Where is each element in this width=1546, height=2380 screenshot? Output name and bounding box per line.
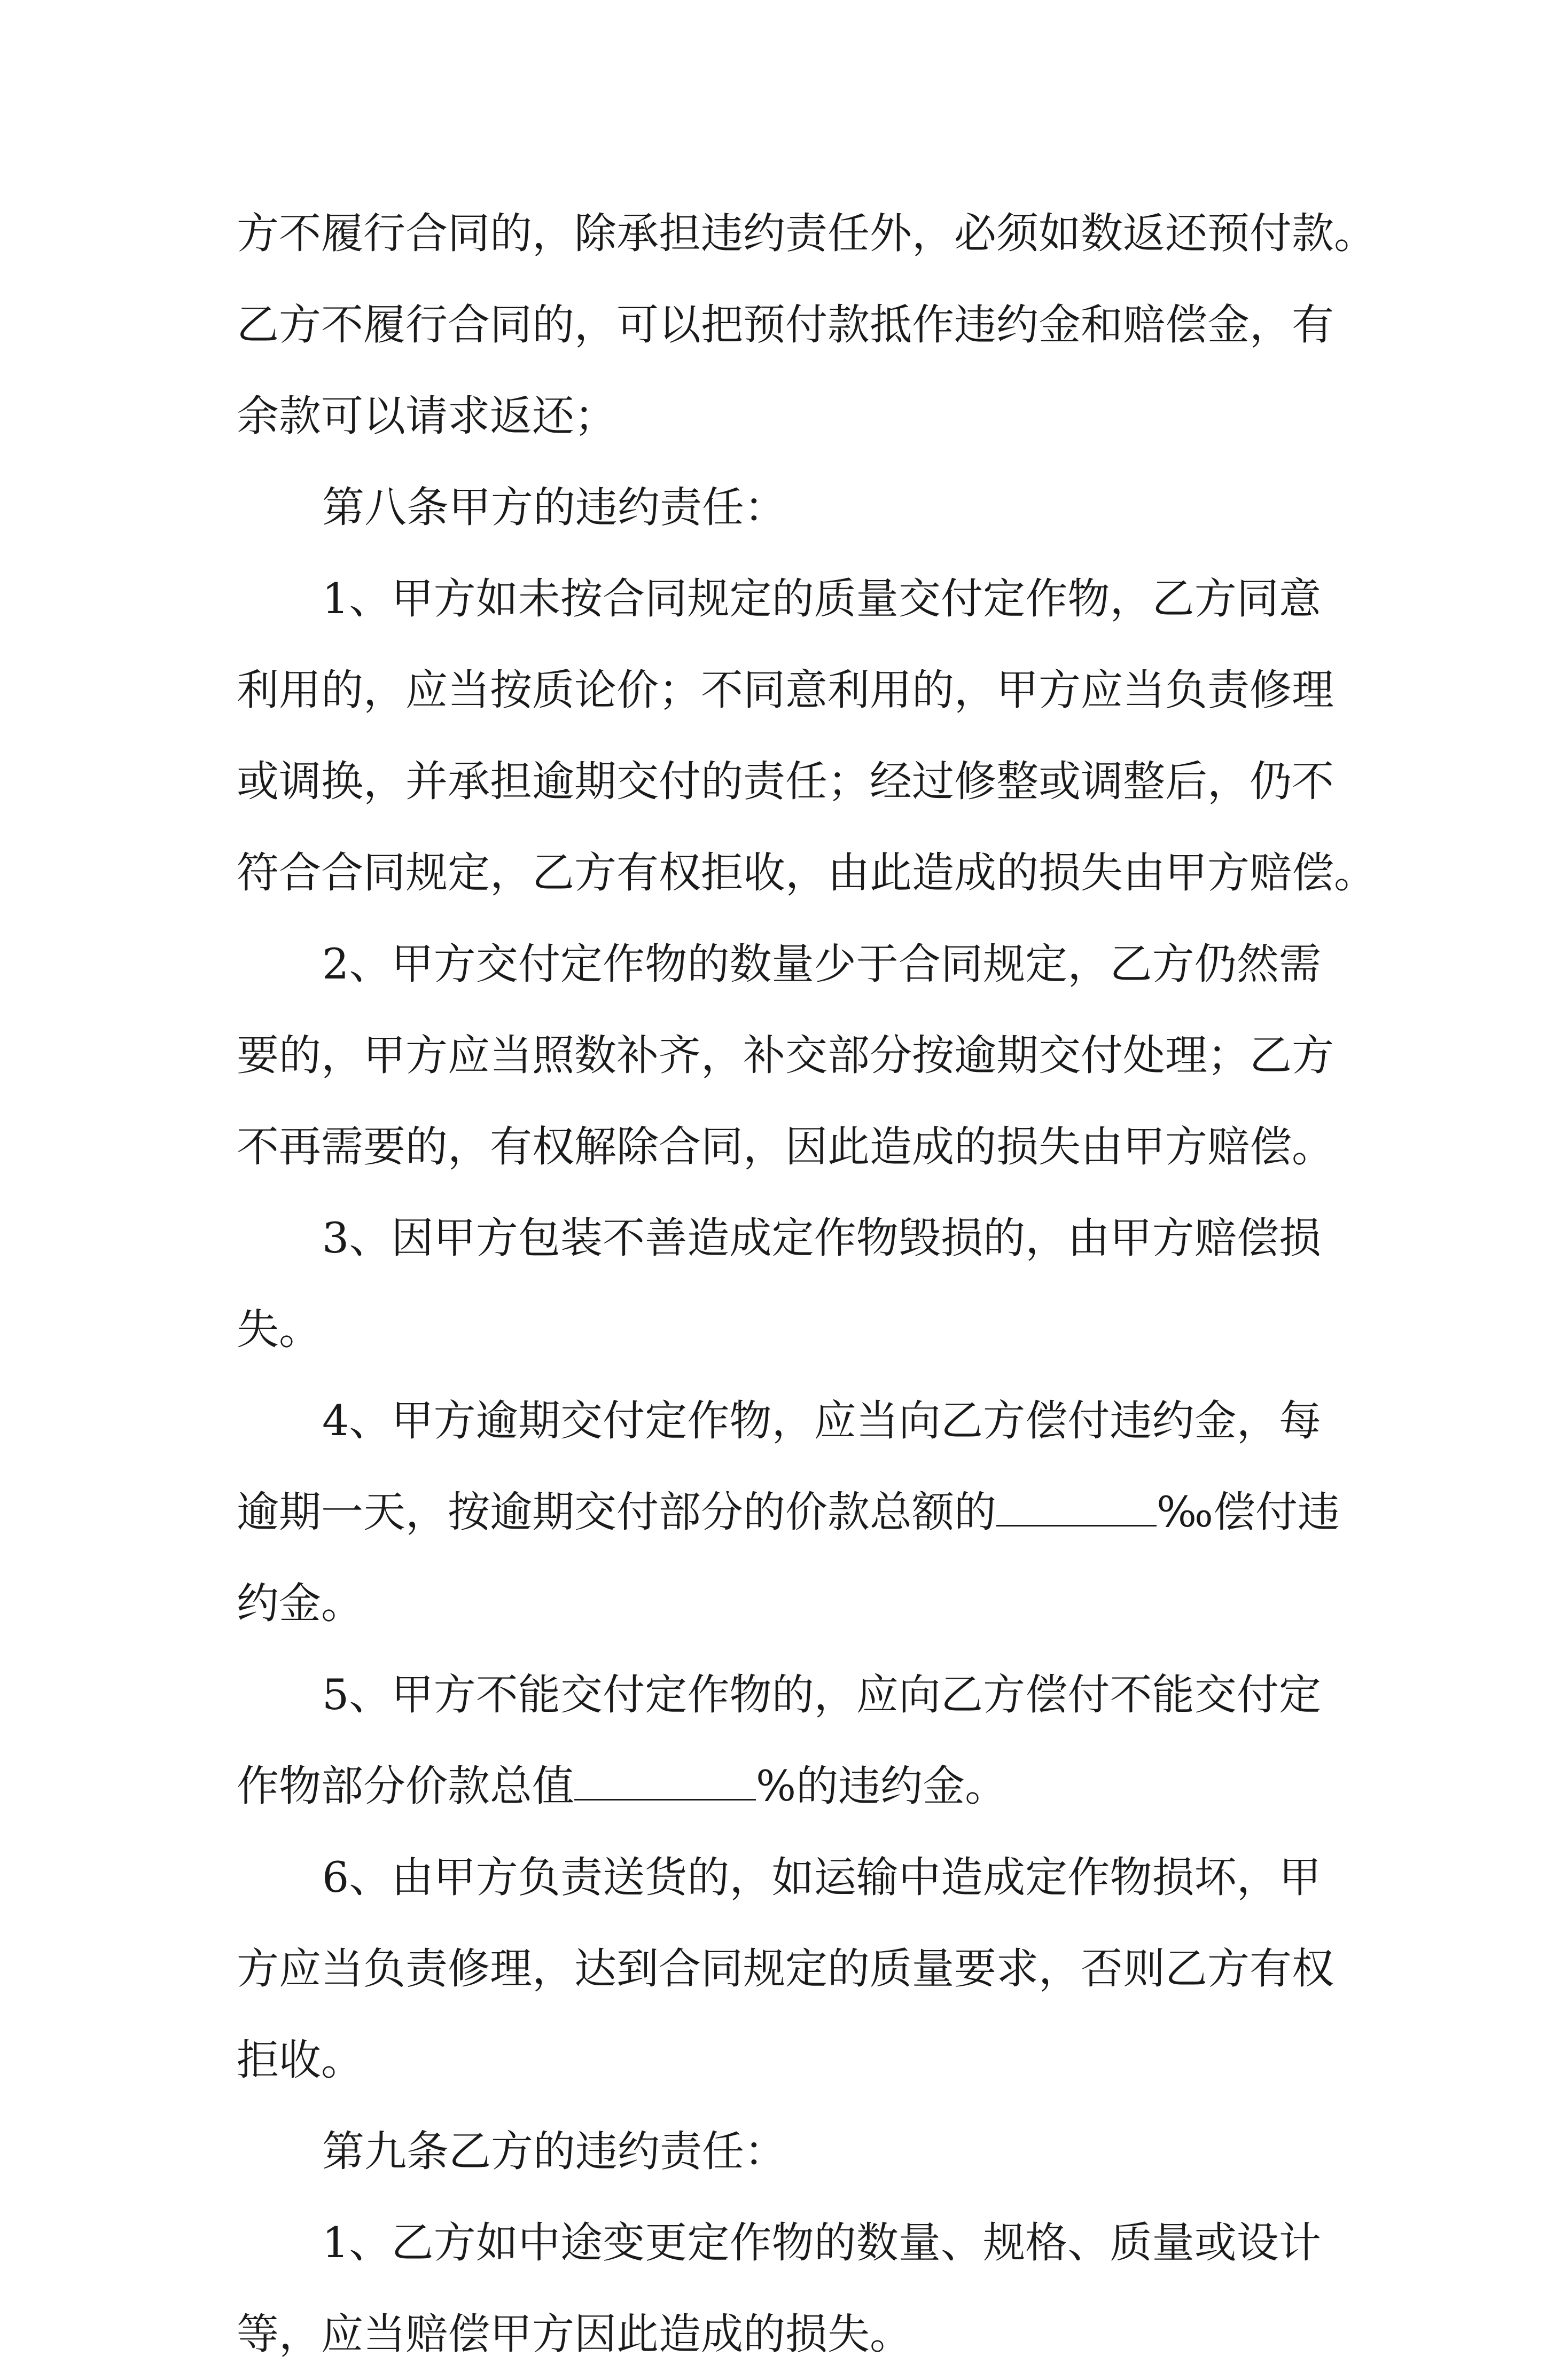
- clause-5-line: 5、甲方不能交付定作物的，应向乙方偿付不能交付定: [322, 1670, 1321, 1719]
- text-line: 乙方不履行合同的，可以把预付款抵作违约金和赔偿金，有: [237, 300, 1334, 349]
- article-heading-9: 第九条乙方的违约责任：: [322, 2127, 786, 2176]
- text-line-with-blank: [237, 1741, 1321, 1832]
- fill-in-blank[interactable]: [574, 1766, 756, 1800]
- text-segment: ‰偿付违: [1157, 1488, 1340, 1537]
- clause-6-line: 6、由甲方负责送货的，如运输中造成定作物损坏，甲: [322, 1853, 1321, 1902]
- text-line: 拒收。: [237, 2035, 363, 2085]
- text-line: 失。: [237, 1305, 321, 1354]
- document-body: [237, 188, 1376, 2380]
- text-line: 余款可以请求返还；: [237, 392, 616, 441]
- text-line: 不再需要的，有权解除合同，因此造成的损失由甲方赔偿。: [237, 1122, 1334, 1171]
- clause-1-line: 1、甲方如未按合同规定的质量交付定作物，乙方同意: [322, 574, 1321, 623]
- clause-1-line: 1、乙方如中途变更定作物的数量、规格、质量或设计: [322, 2218, 1321, 2267]
- text-line: 约金。: [237, 1579, 363, 1628]
- text-line: 要的，甲方应当照数补齐，补交部分按逾期交付处理；乙方: [237, 1031, 1334, 1080]
- text-line: 或调换，并承担逾期交付的责任；经过修整或调整后，仍不: [237, 757, 1334, 806]
- text-line: 方不履行合同的，除承担违约责任外，必须如数返还预付款。: [237, 209, 1376, 258]
- text-line: 符合合同规定，乙方有权拒收，由此造成的损失由甲方赔偿。: [237, 848, 1376, 897]
- fill-in-blank[interactable]: [996, 1492, 1157, 1526]
- clause-3-line: 3、因甲方包装不善造成定作物毁损的，由甲方赔偿损: [322, 1214, 1321, 1263]
- text-segment: 作物部分价款总值: [237, 1761, 574, 1811]
- text-segment: %的违约金。: [756, 1761, 1008, 1811]
- text-line: 方应当负责修理，达到合同规定的质量要求，否则乙方有权: [237, 1944, 1334, 1993]
- text-line: 等，应当赔偿甲方因此造成的损失。: [237, 2309, 912, 2359]
- article-heading-8: 第八条甲方的违约责任：: [322, 483, 786, 532]
- text-line: 利用的，应当按质论价；不同意利用的，甲方应当负责修理: [237, 666, 1334, 715]
- clause-2-line: 2、甲方交付定作物的数量少于合同规定，乙方仍然需: [322, 940, 1321, 989]
- clause-4-line: 4、甲方逾期交付定作物，应当向乙方偿付违约金，每: [322, 1396, 1321, 1445]
- text-line-with-blank: [237, 1467, 1340, 1558]
- text-segment: 逾期一天，按逾期交付部分的价款总额的: [237, 1488, 996, 1537]
